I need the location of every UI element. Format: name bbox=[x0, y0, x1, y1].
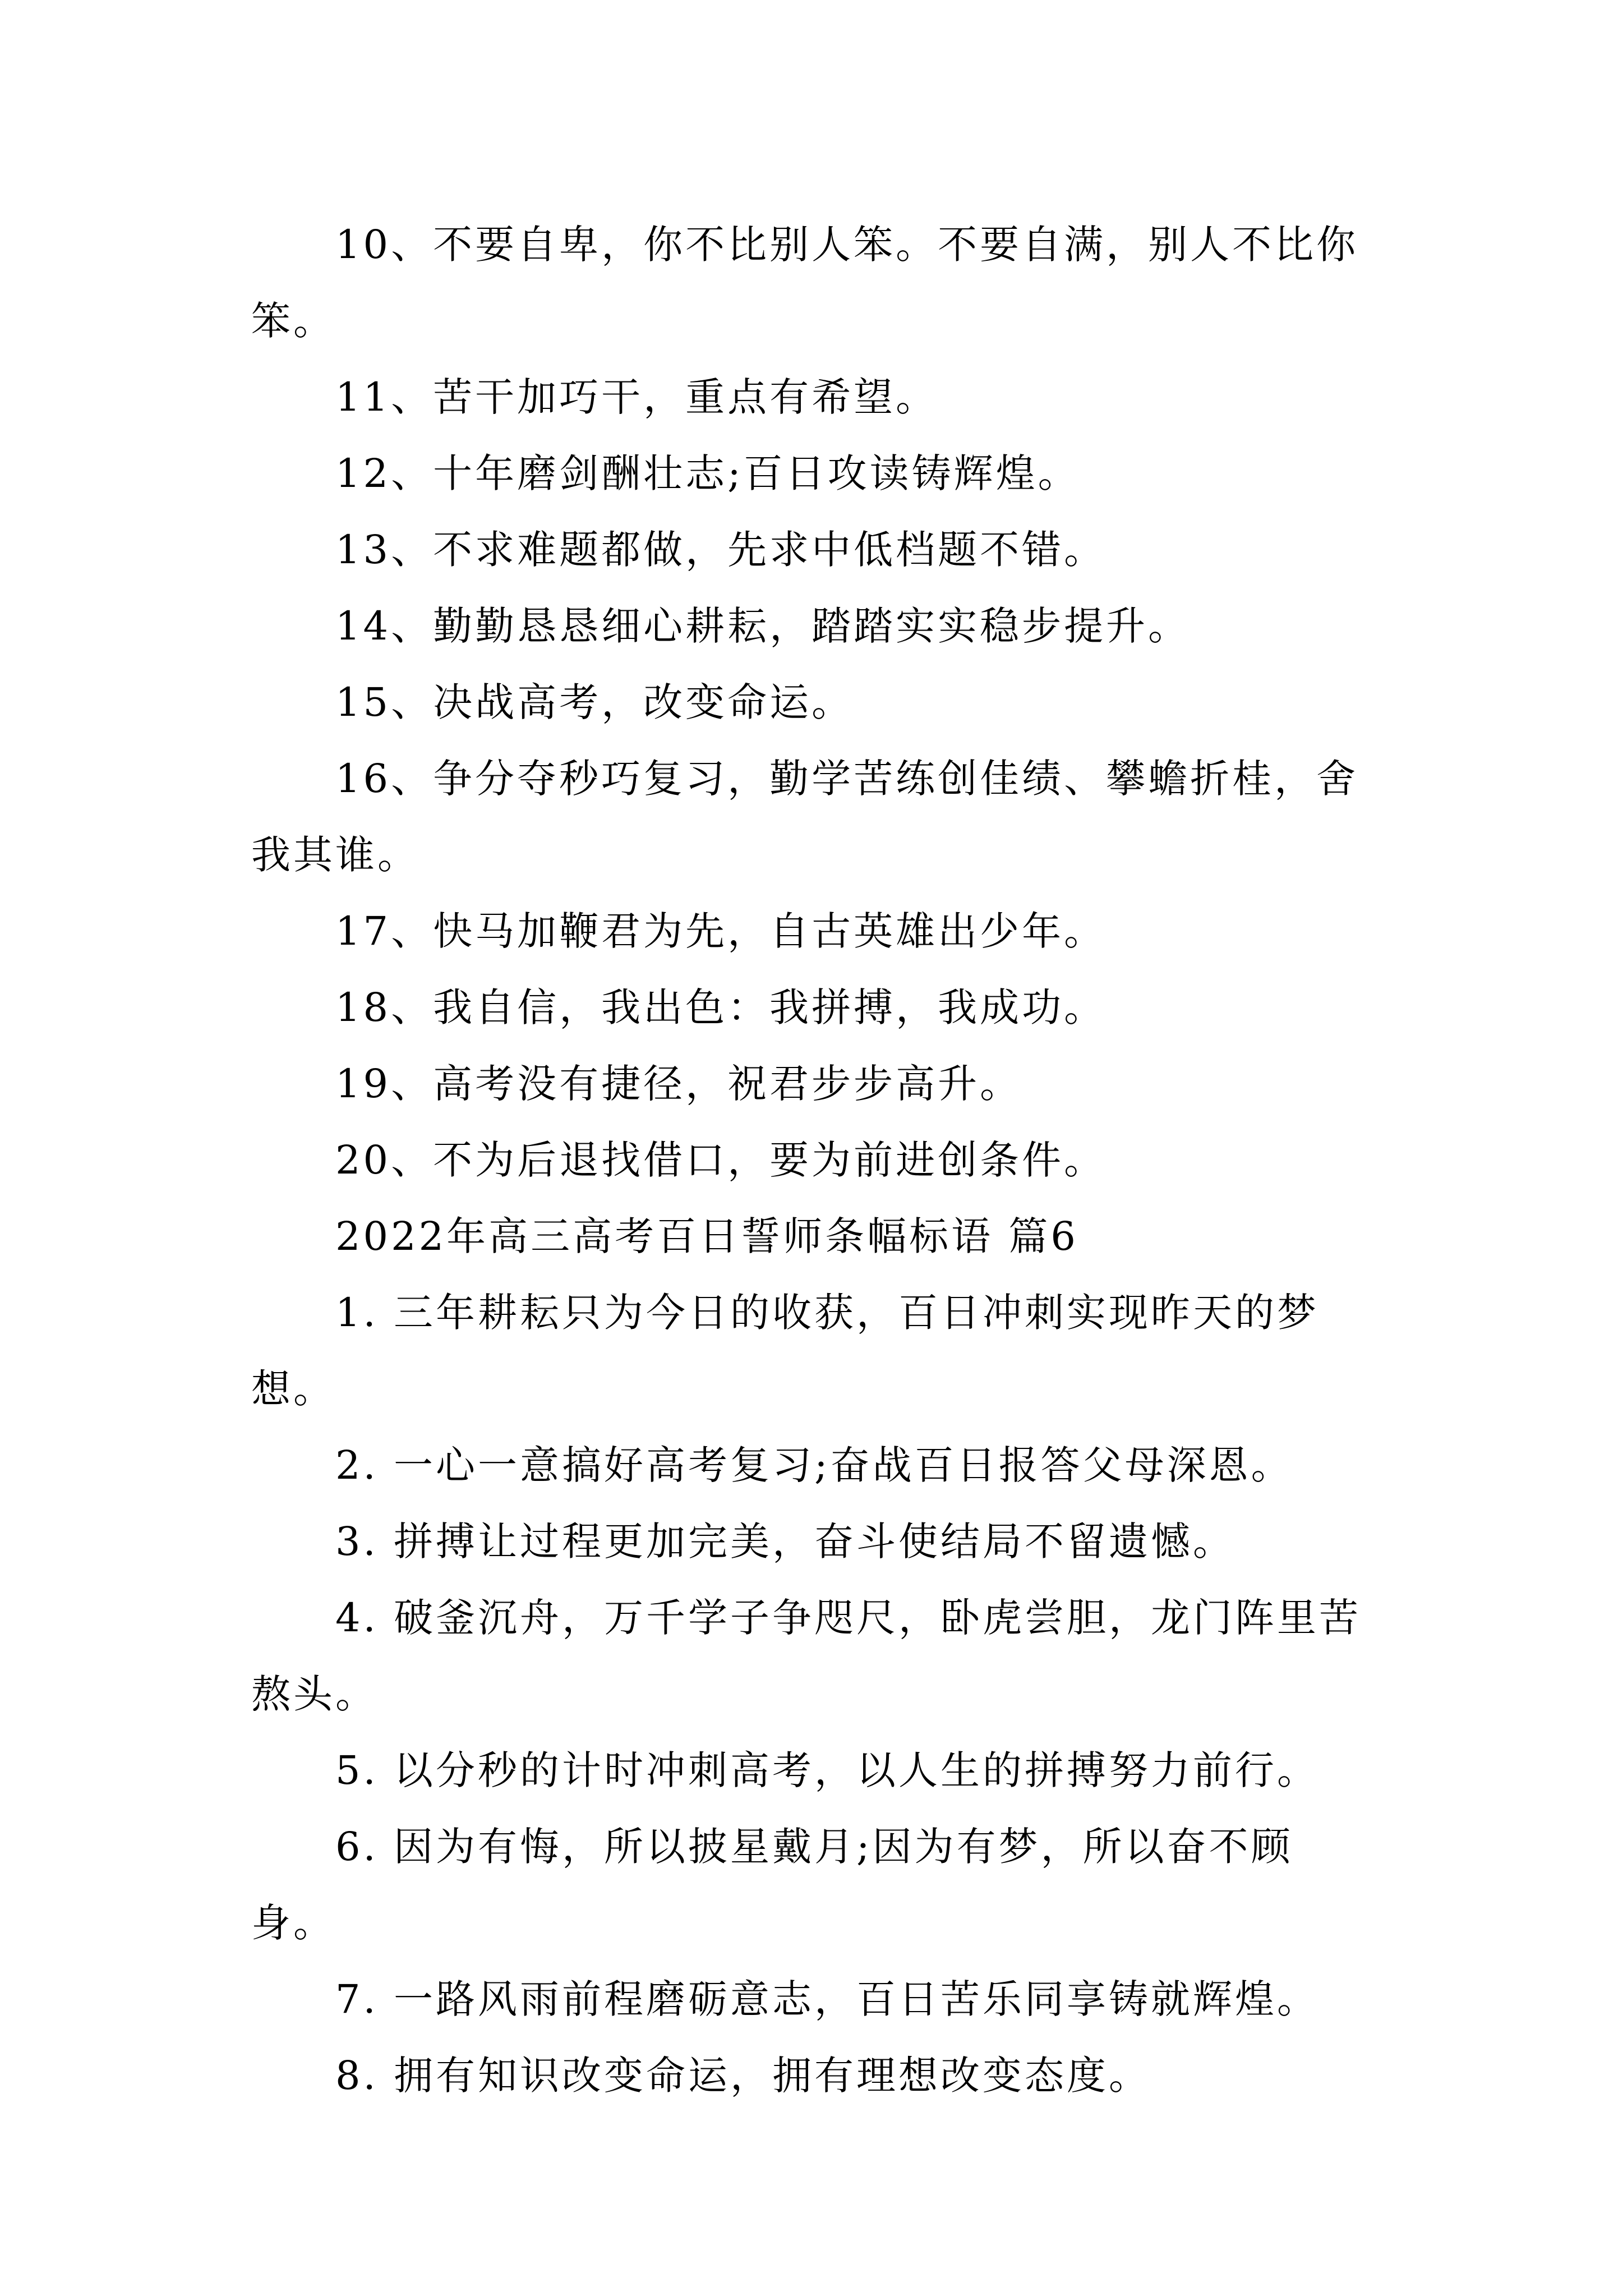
slogan-item-17: 17、快马加鞭君为先，自古英雄出少年。 bbox=[335, 908, 1106, 954]
slogan-item-12: 12、十年磨剑酬壮志;百日攻读铸辉煌。 bbox=[335, 450, 1080, 496]
document-body bbox=[251, 206, 1373, 2114]
slogan-item-11: 11、苦干加巧干，重点有希望。 bbox=[335, 374, 938, 420]
slogan-item-19: 19、高考没有捷径，祝君步步高升。 bbox=[335, 1061, 1022, 1107]
slogan-item-14: 14、勤勤恳恳细心耕耘，踏踏实实稳步提升。 bbox=[335, 603, 1191, 649]
slogan-item-7: 7. 一路风雨前程磨砺意志，百日苦乐同享铸就辉煌。 bbox=[335, 1976, 1320, 2022]
slogan-item-2: 2. 一心一意搞好高考复习;奋战百日报答父母深恩。 bbox=[335, 1442, 1293, 1488]
slogan-item-18: 18、我自信，我出色：我拼搏，我成功。 bbox=[335, 984, 1106, 1030]
slogan-item-8: 8. 拥有知识改变命运，拥有理想改变态度。 bbox=[335, 2053, 1151, 2099]
slogan-item-20: 20、不为后退找借口，要为前进创条件。 bbox=[335, 1137, 1106, 1183]
slogan-item-16: 16、争分夺秒巧复习，勤学苦练创佳绩、攀蟾折桂，舍我其谁。 bbox=[251, 756, 1359, 878]
slogan-item-6: 6. 因为有悔，所以披星戴月;因为有梦，所以奋不顾身。 bbox=[251, 1824, 1293, 1946]
slogan-item-5: 5. 以分秒的计时冲刺高考，以人生的拼搏努力前行。 bbox=[335, 1747, 1320, 1793]
slogan-item-15: 15、决战高考，改变命运。 bbox=[335, 679, 854, 725]
slogan-item-13: 13、不求难题都做，先求中低档题不错。 bbox=[335, 527, 1106, 573]
section-heading: 2022年高三高考百日誓师条幅标语 篇6 bbox=[335, 1213, 1078, 1259]
slogan-item-1: 1. 三年耕耘只为今日的收获，百日冲刺实现昨天的梦想。 bbox=[251, 1290, 1320, 1412]
slogan-item-4: 4. 破釜沉舟，万千学子争咫尺，卧虎尝胆，龙门阵里苦熬头。 bbox=[251, 1595, 1362, 1717]
slogan-item-3: 3. 拼搏让过程更加完美，奋斗使结局不留遗憾。 bbox=[335, 1519, 1235, 1565]
slogan-item-10: 10、不要自卑，你不比别人笨。不要自满，别人不比你笨。 bbox=[251, 222, 1359, 344]
